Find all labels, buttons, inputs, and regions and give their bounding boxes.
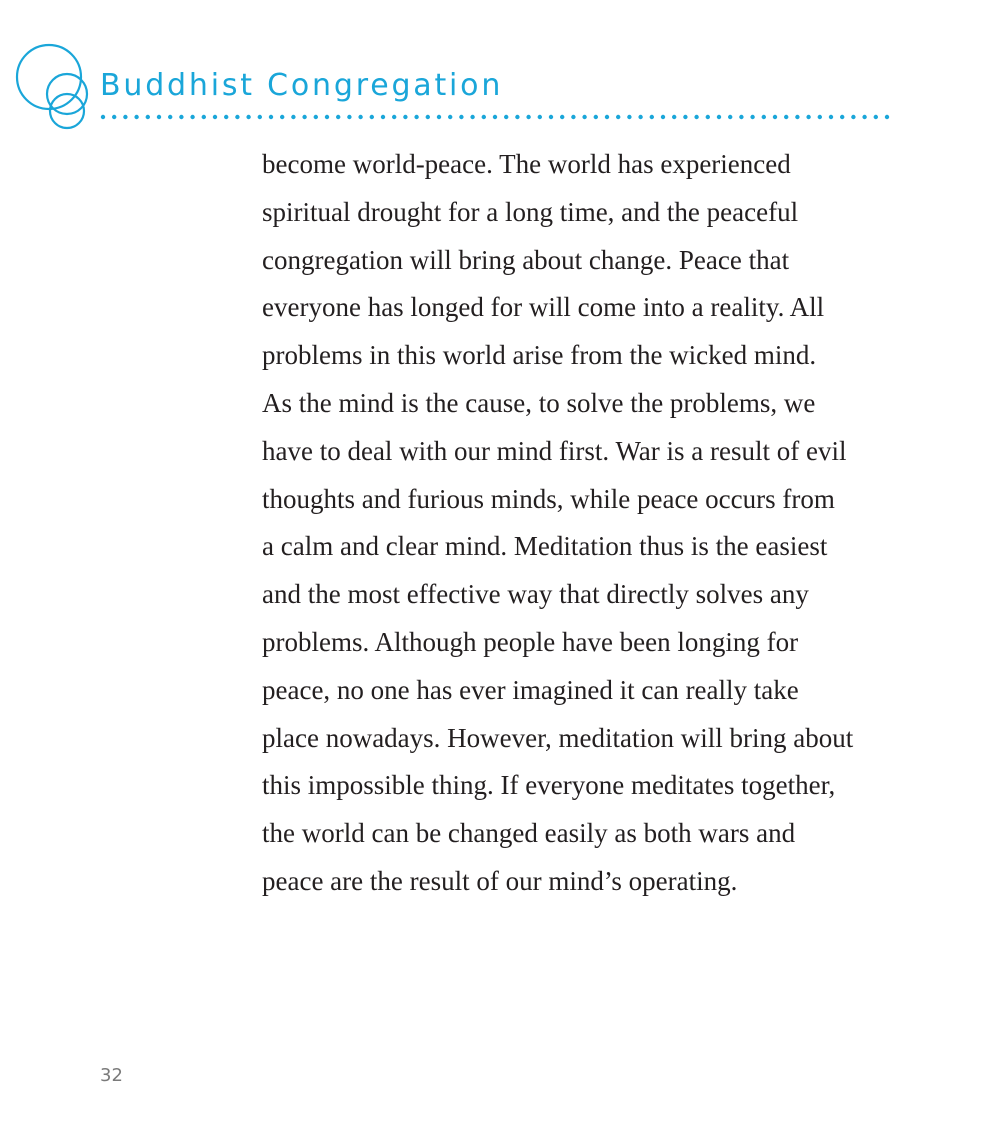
rule-dot xyxy=(459,115,463,119)
body-line: and the most effective way that directly solves any xyxy=(262,579,809,610)
rule-dot xyxy=(202,115,206,119)
rule-dot xyxy=(235,115,239,119)
rule-dot xyxy=(851,115,855,119)
body-line: problems in this world arise from the wicked mind. xyxy=(262,340,817,371)
rule-dot xyxy=(638,115,642,119)
rule-dot xyxy=(515,115,519,119)
rule-dot xyxy=(381,115,385,119)
rule-dot xyxy=(302,115,306,119)
rule-dot xyxy=(358,115,362,119)
rule-dot xyxy=(224,115,228,119)
body-line: peace, no one has ever imagined it can really take xyxy=(262,674,799,705)
rule-dot xyxy=(448,115,452,119)
rule-dot xyxy=(493,115,497,119)
body-line: congregation will bring about change. Peace that xyxy=(262,244,790,275)
rule-dot xyxy=(795,115,799,119)
rule-dot xyxy=(190,115,194,119)
rule-dot xyxy=(549,115,553,119)
rule-dot xyxy=(280,115,284,119)
rule-dot xyxy=(437,115,441,119)
logo-circle-large xyxy=(17,45,81,109)
rule-dot xyxy=(370,115,374,119)
rule-dot xyxy=(806,115,810,119)
header-dotted-rule xyxy=(101,115,889,119)
rule-dot xyxy=(123,115,127,119)
rule-dot xyxy=(426,115,430,119)
rule-dot xyxy=(336,115,340,119)
body-line: place nowadays. However, meditation will bring about xyxy=(262,722,854,753)
rule-dot xyxy=(762,115,766,119)
page-number: 32 xyxy=(100,1065,123,1086)
rule-dot xyxy=(818,115,822,119)
rule-dot xyxy=(403,115,407,119)
rule-dot xyxy=(538,115,542,119)
rule-dot xyxy=(157,115,161,119)
rule-dot xyxy=(325,115,329,119)
body-line: this impossible thing. If everyone meditates together, xyxy=(262,770,836,801)
body-line: a calm and clear mind. Meditation thus is the easiest xyxy=(262,531,828,562)
rule-dot xyxy=(168,115,172,119)
interlocking-circles-icon xyxy=(17,45,87,128)
rule-dot xyxy=(672,115,676,119)
body-line: have to deal with our mind first. War is a result of evil xyxy=(262,435,847,466)
body-paragraph xyxy=(262,141,962,906)
rule-dot xyxy=(571,115,575,119)
rule-dot xyxy=(784,115,788,119)
rule-dot xyxy=(706,115,710,119)
rule-dot xyxy=(526,115,530,119)
rule-dot xyxy=(392,115,396,119)
rule-dot xyxy=(728,115,732,119)
rule-dot xyxy=(101,115,105,119)
rule-dot xyxy=(862,115,866,119)
body-line: peace are the result of our mind’s operating. xyxy=(262,865,738,896)
rule-dot xyxy=(414,115,418,119)
rule-dot xyxy=(213,115,217,119)
rule-dot xyxy=(650,115,654,119)
rule-dot xyxy=(739,115,743,119)
rule-dot xyxy=(616,115,620,119)
rule-dot xyxy=(291,115,295,119)
rule-dot xyxy=(750,115,754,119)
rule-dot xyxy=(347,115,351,119)
rule-dot xyxy=(829,115,833,119)
rule-dot xyxy=(179,115,183,119)
rule-dot xyxy=(694,115,698,119)
rule-dot xyxy=(773,115,777,119)
rule-dot xyxy=(661,115,665,119)
body-line: spiritual drought for a long time, and the peaceful xyxy=(262,196,799,227)
rule-dot xyxy=(314,115,318,119)
body-line: As the mind is the cause, to solve the problems, we xyxy=(262,387,816,418)
body-line: problems. Although people have been longing for xyxy=(262,626,799,657)
rule-dot xyxy=(112,115,116,119)
rule-dot xyxy=(146,115,150,119)
body-line: the world can be changed easily as both wars and xyxy=(262,818,796,849)
rule-dot xyxy=(582,115,586,119)
rule-dot xyxy=(840,115,844,119)
rule-dot xyxy=(874,115,878,119)
rule-dot xyxy=(269,115,273,119)
rule-dot xyxy=(627,115,631,119)
page-header-title: Buddhist Congregation xyxy=(100,68,504,103)
body-line: thoughts and furious minds, while peace occurs from xyxy=(262,483,835,514)
body-line: everyone has longed for will come into a reality. All xyxy=(262,292,825,323)
rule-dot xyxy=(258,115,262,119)
body-line: become world-peace. The world has experienced xyxy=(262,149,791,179)
rule-dot xyxy=(605,115,609,119)
rule-dot xyxy=(482,115,486,119)
rule-dot xyxy=(717,115,721,119)
rule-dot xyxy=(504,115,508,119)
rule-dot xyxy=(683,115,687,119)
rule-dot xyxy=(594,115,598,119)
rule-dot xyxy=(246,115,250,119)
rule-dot xyxy=(134,115,138,119)
rule-dot xyxy=(470,115,474,119)
rule-dot xyxy=(885,115,889,119)
rule-dot xyxy=(560,115,564,119)
